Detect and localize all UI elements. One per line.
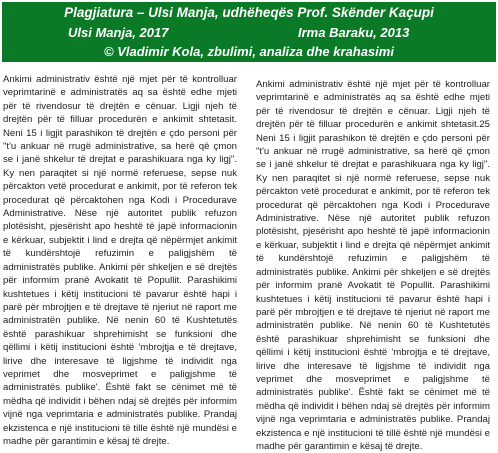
page-title: Plagjiatura – Ulsi Manja, udhëheqës Prof. Skënder Kaçupi [64, 5, 434, 20]
right-text-column [256, 78, 490, 453]
credit-label: © Vladimir Kola, zbulimi, analiza dhe krahasimi [104, 44, 394, 59]
authors-banner [2, 23, 496, 42]
left-column-paragraph: Ankimi administrativ është një mjet për të kontrolluar veprimtarinë e administratës aq sa është edhe mjeti për të rivendosur të drejtën e cënuar. Ligji njeh të drejtën për të filluar procedurën e ankimit shtetasit. Neni 15 i ligjit parashikon të drejtën e çdo personi për "t'u ankuar në rrugë administrative, sa herë që çmon se i janë shkelur të drejtat e parashikuara nga ky ligj". Ky nen paraqitet si një normë referuese, sepse nuk përcakton vetë procedurat e ankimit, por të referon tek procedurat që përcaktohen nga Kodi i Procedurave Administrative. Nëse një autoritet publik refuzon plotësisht, pjesërisht apo heshtë të japë informacionin e kërkuar, subjektit i lind e drejta që nëpërmjet ankimit të kundërshtojë refuzimin e paligjshëm të administratës publike. Ankimi për shkeljen e së drejtës për informim pranë Avokatit të Popullit. Parashikimi kushtetues i këtij institucioni të pavarur është hapi i parë për mbrojtjen e të drejtave të njeriut në raport me administratën publike. Në nenin 60 të Kushtetutës është parashikuar shprehimisht se funksioni dhe qëllimi i këtij institucioni është 'mbrojtja e të drejtave, lirive dhe interesave të ligjshme të individit nga veprimet dhe mosveprimet e paligjshme të administratës publike'. Është fakt se cënimet më të mëdha që individit i bëhen ndaj së drejtës për informim vijnë nga veprimtaria e administratës publike. Prandaj ekzistenca e një institucioni të tille është një mundësi e madhe për garantimin e kësaj të drejte. [3, 74, 237, 447]
credit-banner [2, 42, 496, 62]
right-author-label: Irma Baraku, 2013 [298, 25, 410, 40]
right-column-paragraph: Ankimi administrativ është një mjet për të kontrolluar veprimtarinë e administratës aq sa është edhe mjeti për të rivendosur të drejtën e cënuar. Ligji njeh të drejtën për të filluar procedurën e ankimit shtetasit.25 Neni 15 i ligjit parashikon të drejtën e çdo personi për "t'u ankuar në rrugë administrative, sa herë që çmon se i janë shkelur të drejtat e parashikuara nga ky ligj". Ky nen paraqitet si një normë referuese, sepse nuk përcakton vetë procedurat e ankimit, por të referon tek procedurat që përcaktohen nga Kodi i Procedurave Administrative. Nëse një autoritet publik refuzon plotësisht, pjesërisht apo heshtë të japë informacionin e kërkuar, subjektit i lind e drejta që nëpërmjet ankimit të kundërshtojë refuzimin e paligjshëm të administratës publike. Ankimi për shkeljen e së drejtës për informim pranë Avokatit të Popullit. Parashikimi kushtetues i këtij institucioni të pavarur është hapi i parë për mbrojtjen e të drejtave të njeriut në raport me administratën publike. Në nenin 60 të Kushtetutës është parashikuar shprehimisht se funksioni dhe qëllimi i këtij institucioni është 'mbrojtja e të drejtave, lirive dhe interesave të ligjshme të individit nga veprimet dhe mosveprimet e paligjshme të administratës publike'. Është fakt se cënimet më të mëdha që individit i bëhen ndaj së drejtës për informim vijnë nga veprimtaria e administratës publike. Prandaj ekzistenca e një institucioni të tillë është një mundësi e madhe për garantimin e kësaj të drejte. [256, 79, 490, 452]
left-text-column [3, 73, 237, 448]
title-banner [2, 2, 496, 23]
left-author-label: Ulsi Manja, 2017 [68, 25, 169, 40]
